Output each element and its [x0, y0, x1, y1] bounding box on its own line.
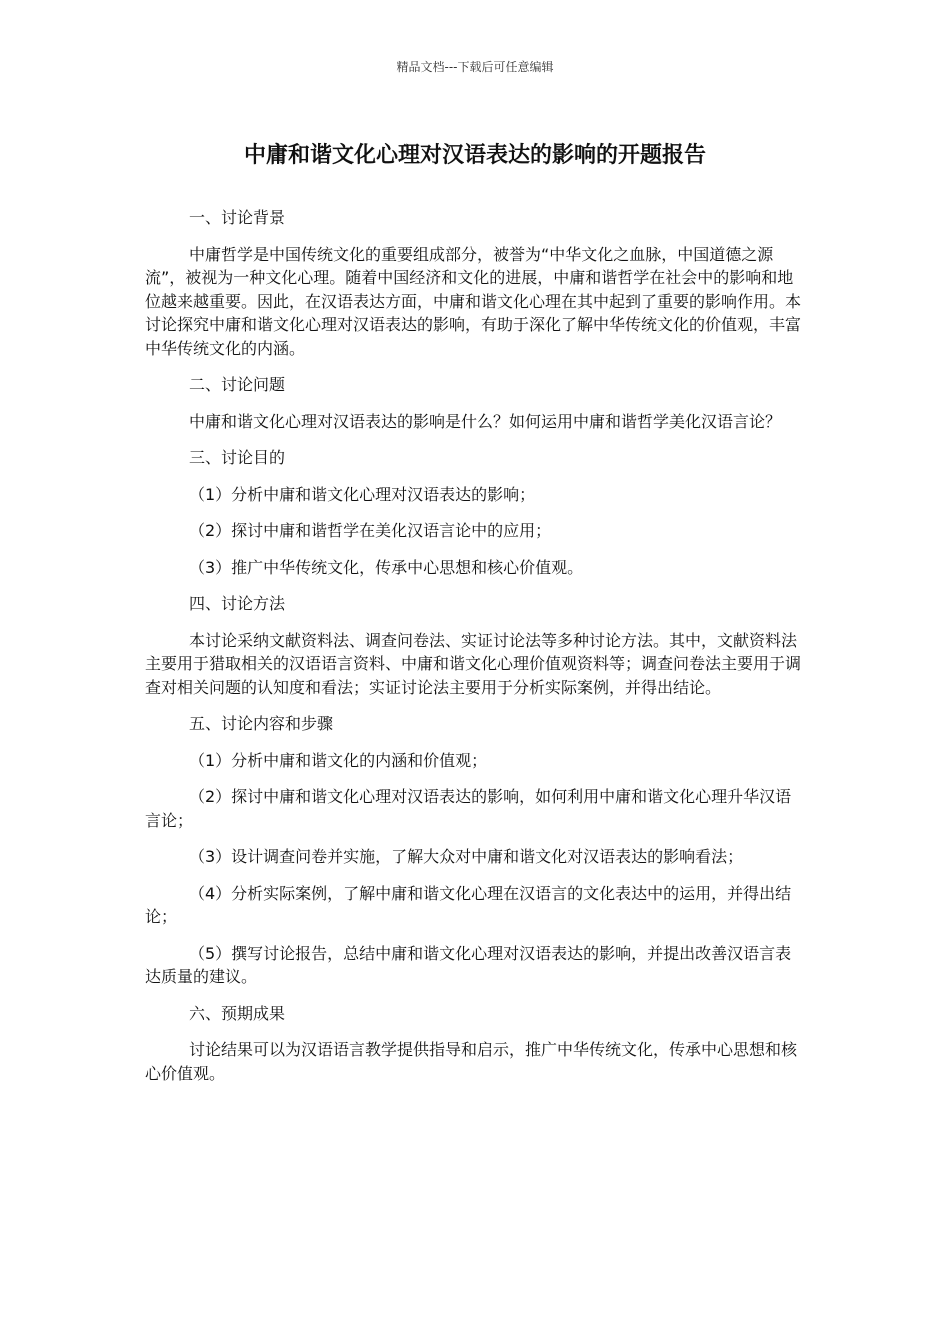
document-body — [145, 206, 807, 1085]
step-item: （3）设计调查问卷并实施，了解大众对中庸和谐文化对汉语表达的影响看法； — [189, 847, 744, 866]
section-heading-background: 一、讨论背景 — [189, 208, 286, 227]
section-heading-steps: 五、讨论内容和步骤 — [189, 714, 334, 733]
paragraph-outcome: 讨论结果可以为汉语语言教学提供指导和启示，推广中华传统文化，传承中心思想和核心价值观。 — [145, 1040, 798, 1083]
section-heading-outcome: 六、预期成果 — [189, 1003, 286, 1023]
paragraph-method: 本讨论采纳文献资料法、调查问卷法、实证讨论法等多种讨论方法。其中，文献资料法主要用于猎取相关的汉语语言资料、中庸和谐文化心理价值观资料等；调查问卷法主要用于调查对相关问题的认知度和看法；实证讨论法主要用于分析实际案例，并得出结论。 — [145, 630, 802, 697]
purpose-item: （2）探讨中庸和谐哲学在美化汉语言论中的应用； — [189, 521, 552, 540]
step-item: （5）撰写讨论报告，总结中庸和谐文化心理对汉语表达的影响，并提出改善汉语言表达质量的建议。 — [145, 943, 792, 986]
step-item: （2）探讨中庸和谐文化心理对汉语表达的影响，如何利用中庸和谐文化心理升华汉语言论； — [145, 787, 792, 830]
purpose-item: （1）分析中庸和谐文化心理对汉语表达的影响； — [189, 484, 536, 504]
document-title: 中庸和谐文化心理对汉语表达的影响的开题报告 — [243, 143, 706, 168]
section-heading-question: 二、讨论问题 — [189, 375, 286, 394]
paragraph-background: 中庸哲学是中国传统文化的重要组成部分，被誉为“中华文化之血脉，中国道德之源流”，被视为一种文化心理。随着中国经济和文化的进展，中庸和谐哲学在社会中的影响和地位越来越重要。因此，在汉语表达方面，中庸和谐文化心理在其中起到了重要的影响作用。本讨论探究中庸和谐文化心理对汉语表达的影响，有助于深化了解中华传统文化的价值观，丰富中华传统文化的内涵。 — [145, 244, 802, 358]
step-item: （1）分析中庸和谐文化的内涵和价值观； — [189, 750, 488, 770]
section-heading-purpose: 三、讨论目的 — [189, 448, 286, 467]
step-item: （4）分析实际案例，了解中庸和谐文化心理在汉语言的文化表达中的运用，并得出结论； — [145, 883, 792, 926]
page-header: 精品文档---下载后可任意编辑 — [396, 60, 554, 74]
paragraph-question: 中庸和谐文化心理对汉语表达的影响是什么？如何运用中庸和谐哲学美化汉语言论？ — [189, 411, 782, 431]
section-heading-method: 四、讨论方法 — [189, 594, 286, 613]
purpose-item: （3）推广中华传统文化，传承中心思想和核心价值观。 — [189, 557, 584, 577]
